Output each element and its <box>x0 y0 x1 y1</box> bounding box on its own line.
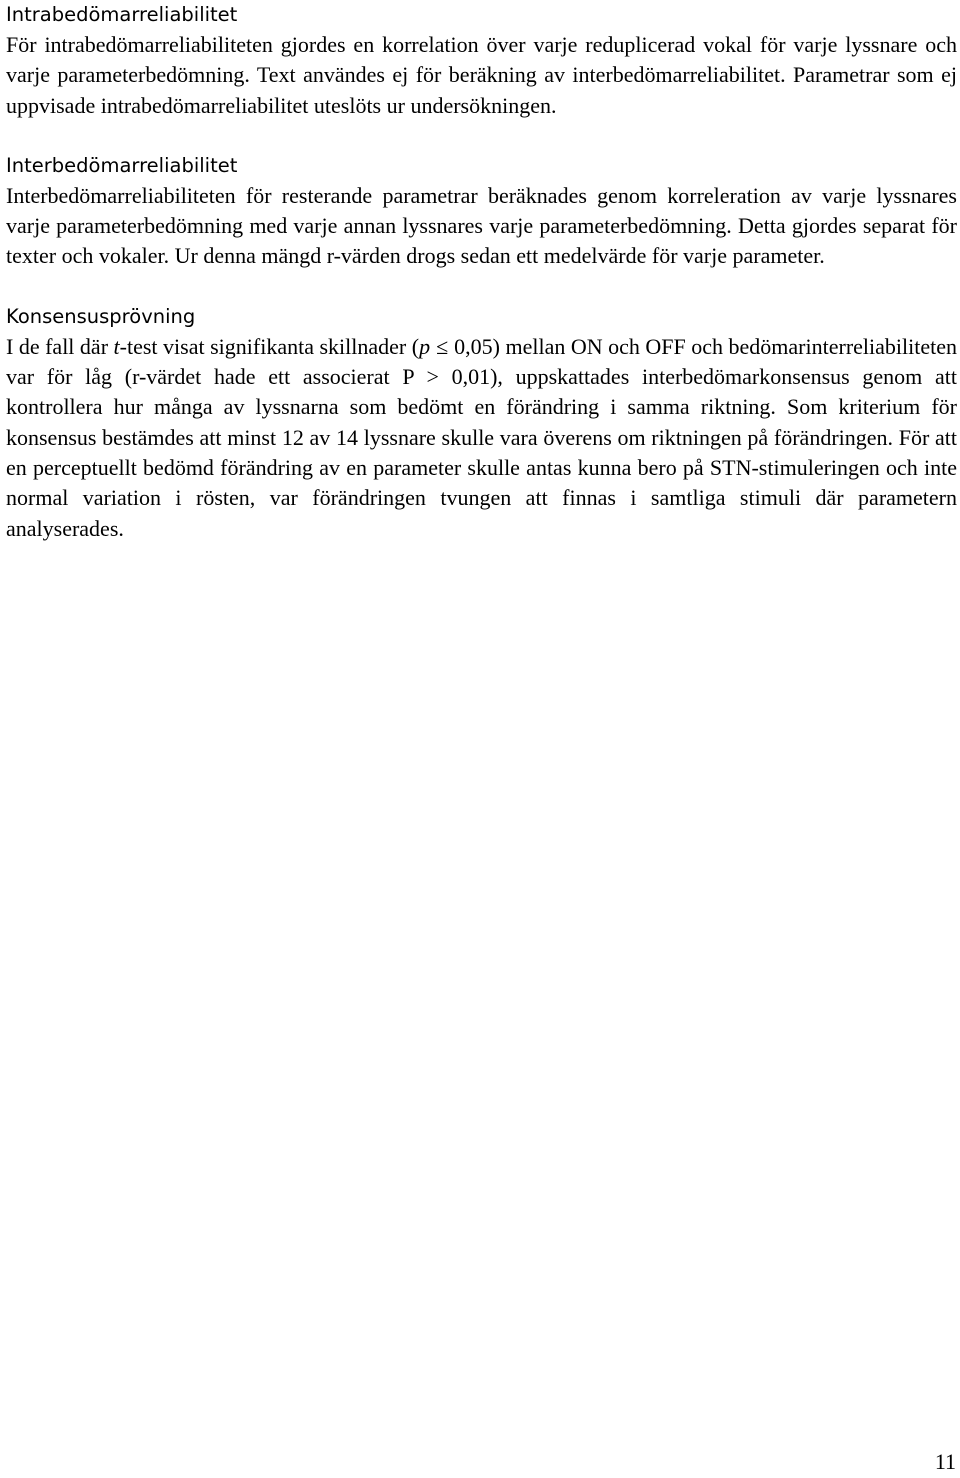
section-interbedomarreliabilitet <box>6 151 957 272</box>
p-variable: p <box>419 333 431 359</box>
page-number: 11 <box>934 1449 956 1474</box>
t-variable: t <box>113 333 120 359</box>
section-body: För intrabedömarreliabiliteten gjordes en korrelation över varje reduplicerad vokal för varje lyssnare och varje parameterbedömning. Text användes ej för beräkning av interbedömarreliabilitet. Parametrar som ej uppvisade intrabedömarreliabilitet uteslöts ur undersökningen. <box>6 32 957 118</box>
body-text: -test visat signifikanta skillnader ( <box>119 333 420 359</box>
section-intrabedomarreliabilitet <box>6 0 957 121</box>
section-heading: Intrabedömarreliabilitet <box>6 3 238 26</box>
section-konsensusprovning <box>6 302 957 544</box>
paragraph-gap <box>6 272 957 302</box>
body-text: I de fall där <box>6 333 114 359</box>
paragraph-gap <box>6 121 957 151</box>
section-body <box>6 332 957 544</box>
section-heading: Konsensusprövning <box>6 304 196 328</box>
section-body: Interbedömarreliabiliteten för resterande parametrar beräknades genom korreleration av varje lyssnares varje parameterbedömning med varje annan lyssnares varje parameterbedömning. Detta gjordes separat för texter och vokaler. Ur denna mängd r-värden drogs sedan ett medelvärde för varje parameter. <box>6 182 957 269</box>
body-text: 0,05) mellan ON och OFF och bedömarinterreliabiliteten var för låg (r-värdet hade ett associerat P > 0,01), uppskattades interbedömarkonsensus genom att kontrollera hur många av lyssnarna som bedömt en förändring i samma riktning. Som kriterium för konsensus bestämdes att minst 12 av 14 lyssnare skulle vara överens om riktningen på förändringen. För att en perceptuellt bedömd förändring av en parameter skulle antas kunna bero på STN-stimuleringen och inte normal variation i rösten, var förändringen tvungen att finnas i samtliga stimuli där parametern analyserades. <box>6 333 957 541</box>
section-heading: Interbedömarreliabilitet <box>6 153 238 177</box>
less-equal-symbol: ≤ <box>436 333 449 359</box>
document-page <box>6 0 957 544</box>
